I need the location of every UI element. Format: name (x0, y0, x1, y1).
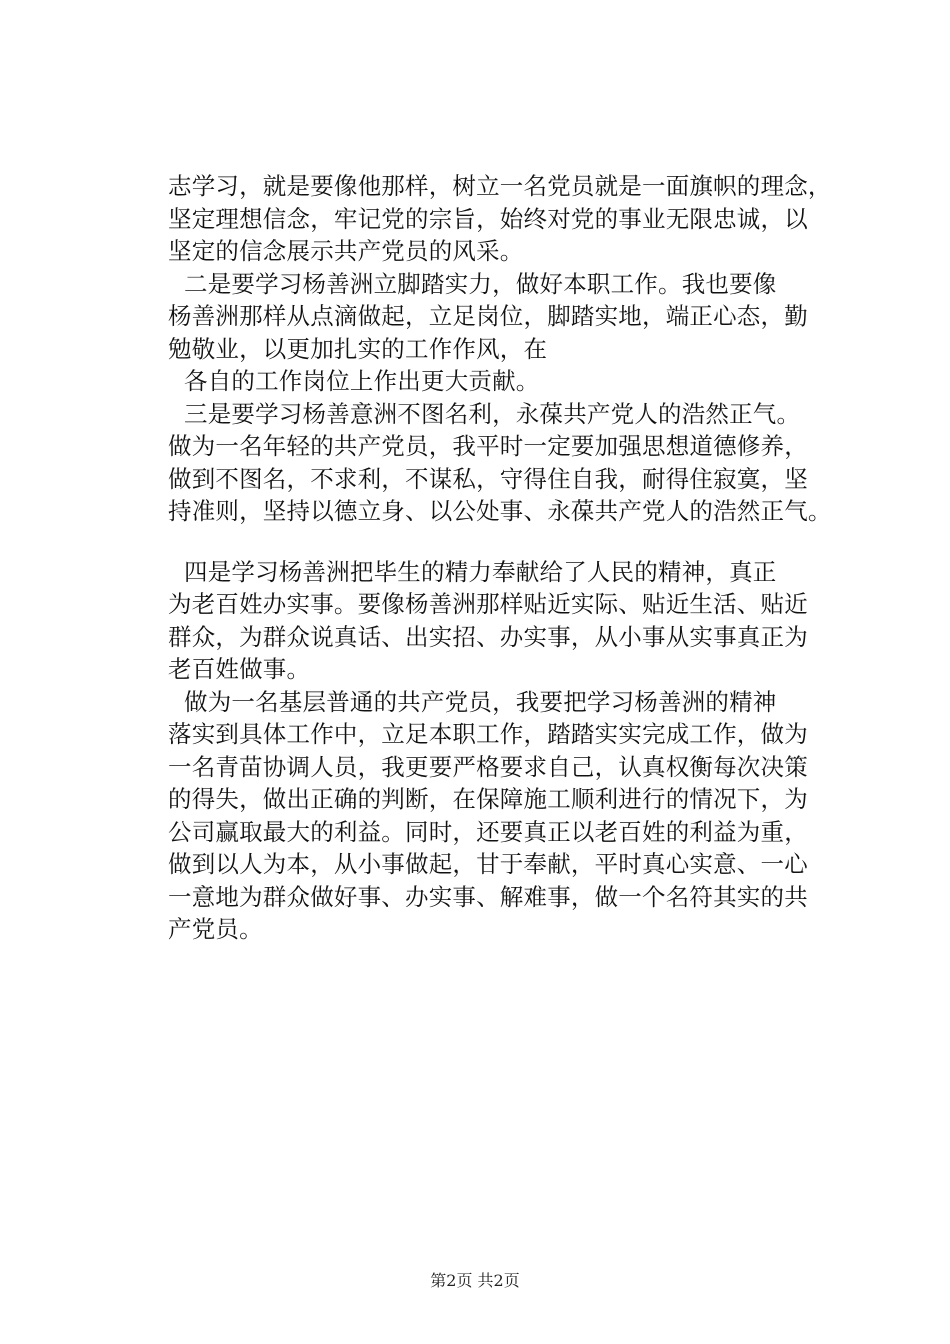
text-line: 做到不图名，不求利，不谋私，守得住自我，耐得住寂寞，坚 (168, 464, 808, 493)
paragraph-start-line: 二是要学习杨善洲立脚踏实力，做好本职工作。我也要像 (184, 269, 777, 298)
text-line: 做为一名年轻的共产党员，我平时一定要加强思想道德修养， (168, 432, 808, 460)
text-line: 杨善洲那样从点滴做起，立足岗位，脚踏实地，端正心态，勤 (168, 302, 808, 330)
text-line: 一名青苗协调人员，我更要严格要求自己，认真权衡每次决策 (168, 752, 808, 781)
text-line: 坚定的信念展示共产党员的风采。 (168, 237, 524, 265)
paragraph-start-line: 三是要学习杨善意洲不图名利，永葆共产党人的浩然正气。 (184, 399, 801, 428)
text-line: 产党员。 (168, 915, 263, 943)
text-line: 一意地为群众做好事、办实事、解难事，做一个名符其实的共 (168, 882, 808, 911)
text-line: 为老百姓办实事。要像杨善洲那样贴近实际、贴近生活、贴近 (168, 590, 808, 618)
paragraph-start-line: 做为一名基层普通的共产党员，我要把学习杨善洲的精神 (184, 687, 777, 716)
paragraph-start-line: 四是学习杨善洲把毕生的精力奉献给了人民的精神，真正 (184, 557, 777, 586)
document-body (168, 170, 858, 946)
text-line: 志学习，就是要像他那样，树立一名党员就是一面旗帜的理念， (168, 172, 832, 200)
text-line: 公司赢取最大的利益。同时，还要真正以老百姓的利益为重， (168, 817, 808, 846)
text-line: 群众，为群众说真话、出实招、办实事，从小事从实事真正为 (168, 622, 808, 651)
text-line: 坚定理想信念，牢记党的宗旨，始终对党的事业无限忠诚，以 (168, 204, 808, 233)
paragraph-gap (168, 528, 858, 556)
text-line: 的得失，做出正确的判断，在保障施工顺利进行的情况下，为 (168, 785, 808, 813)
text-line: 老百姓做事。 (168, 655, 311, 683)
page-number-footer: 第2页 共2页 (430, 1271, 520, 1290)
text-line: 做到以人为本，从小事做起，甘于奉献，平时真心实意、一心 (168, 850, 808, 878)
text-line: 持准则，坚持以德立身、以公处事、永葆共产党人的浩然正气。 (168, 497, 832, 525)
text-line: 落实到具体工作中，立足本职工作，踏踏实实完成工作，做为 (168, 720, 808, 748)
paragraph-start-line: 各自的工作岗位上作出更大贡献。 (184, 367, 540, 395)
text-line: 勉敬业，以更加扎实的工作作风，在 (168, 334, 548, 363)
